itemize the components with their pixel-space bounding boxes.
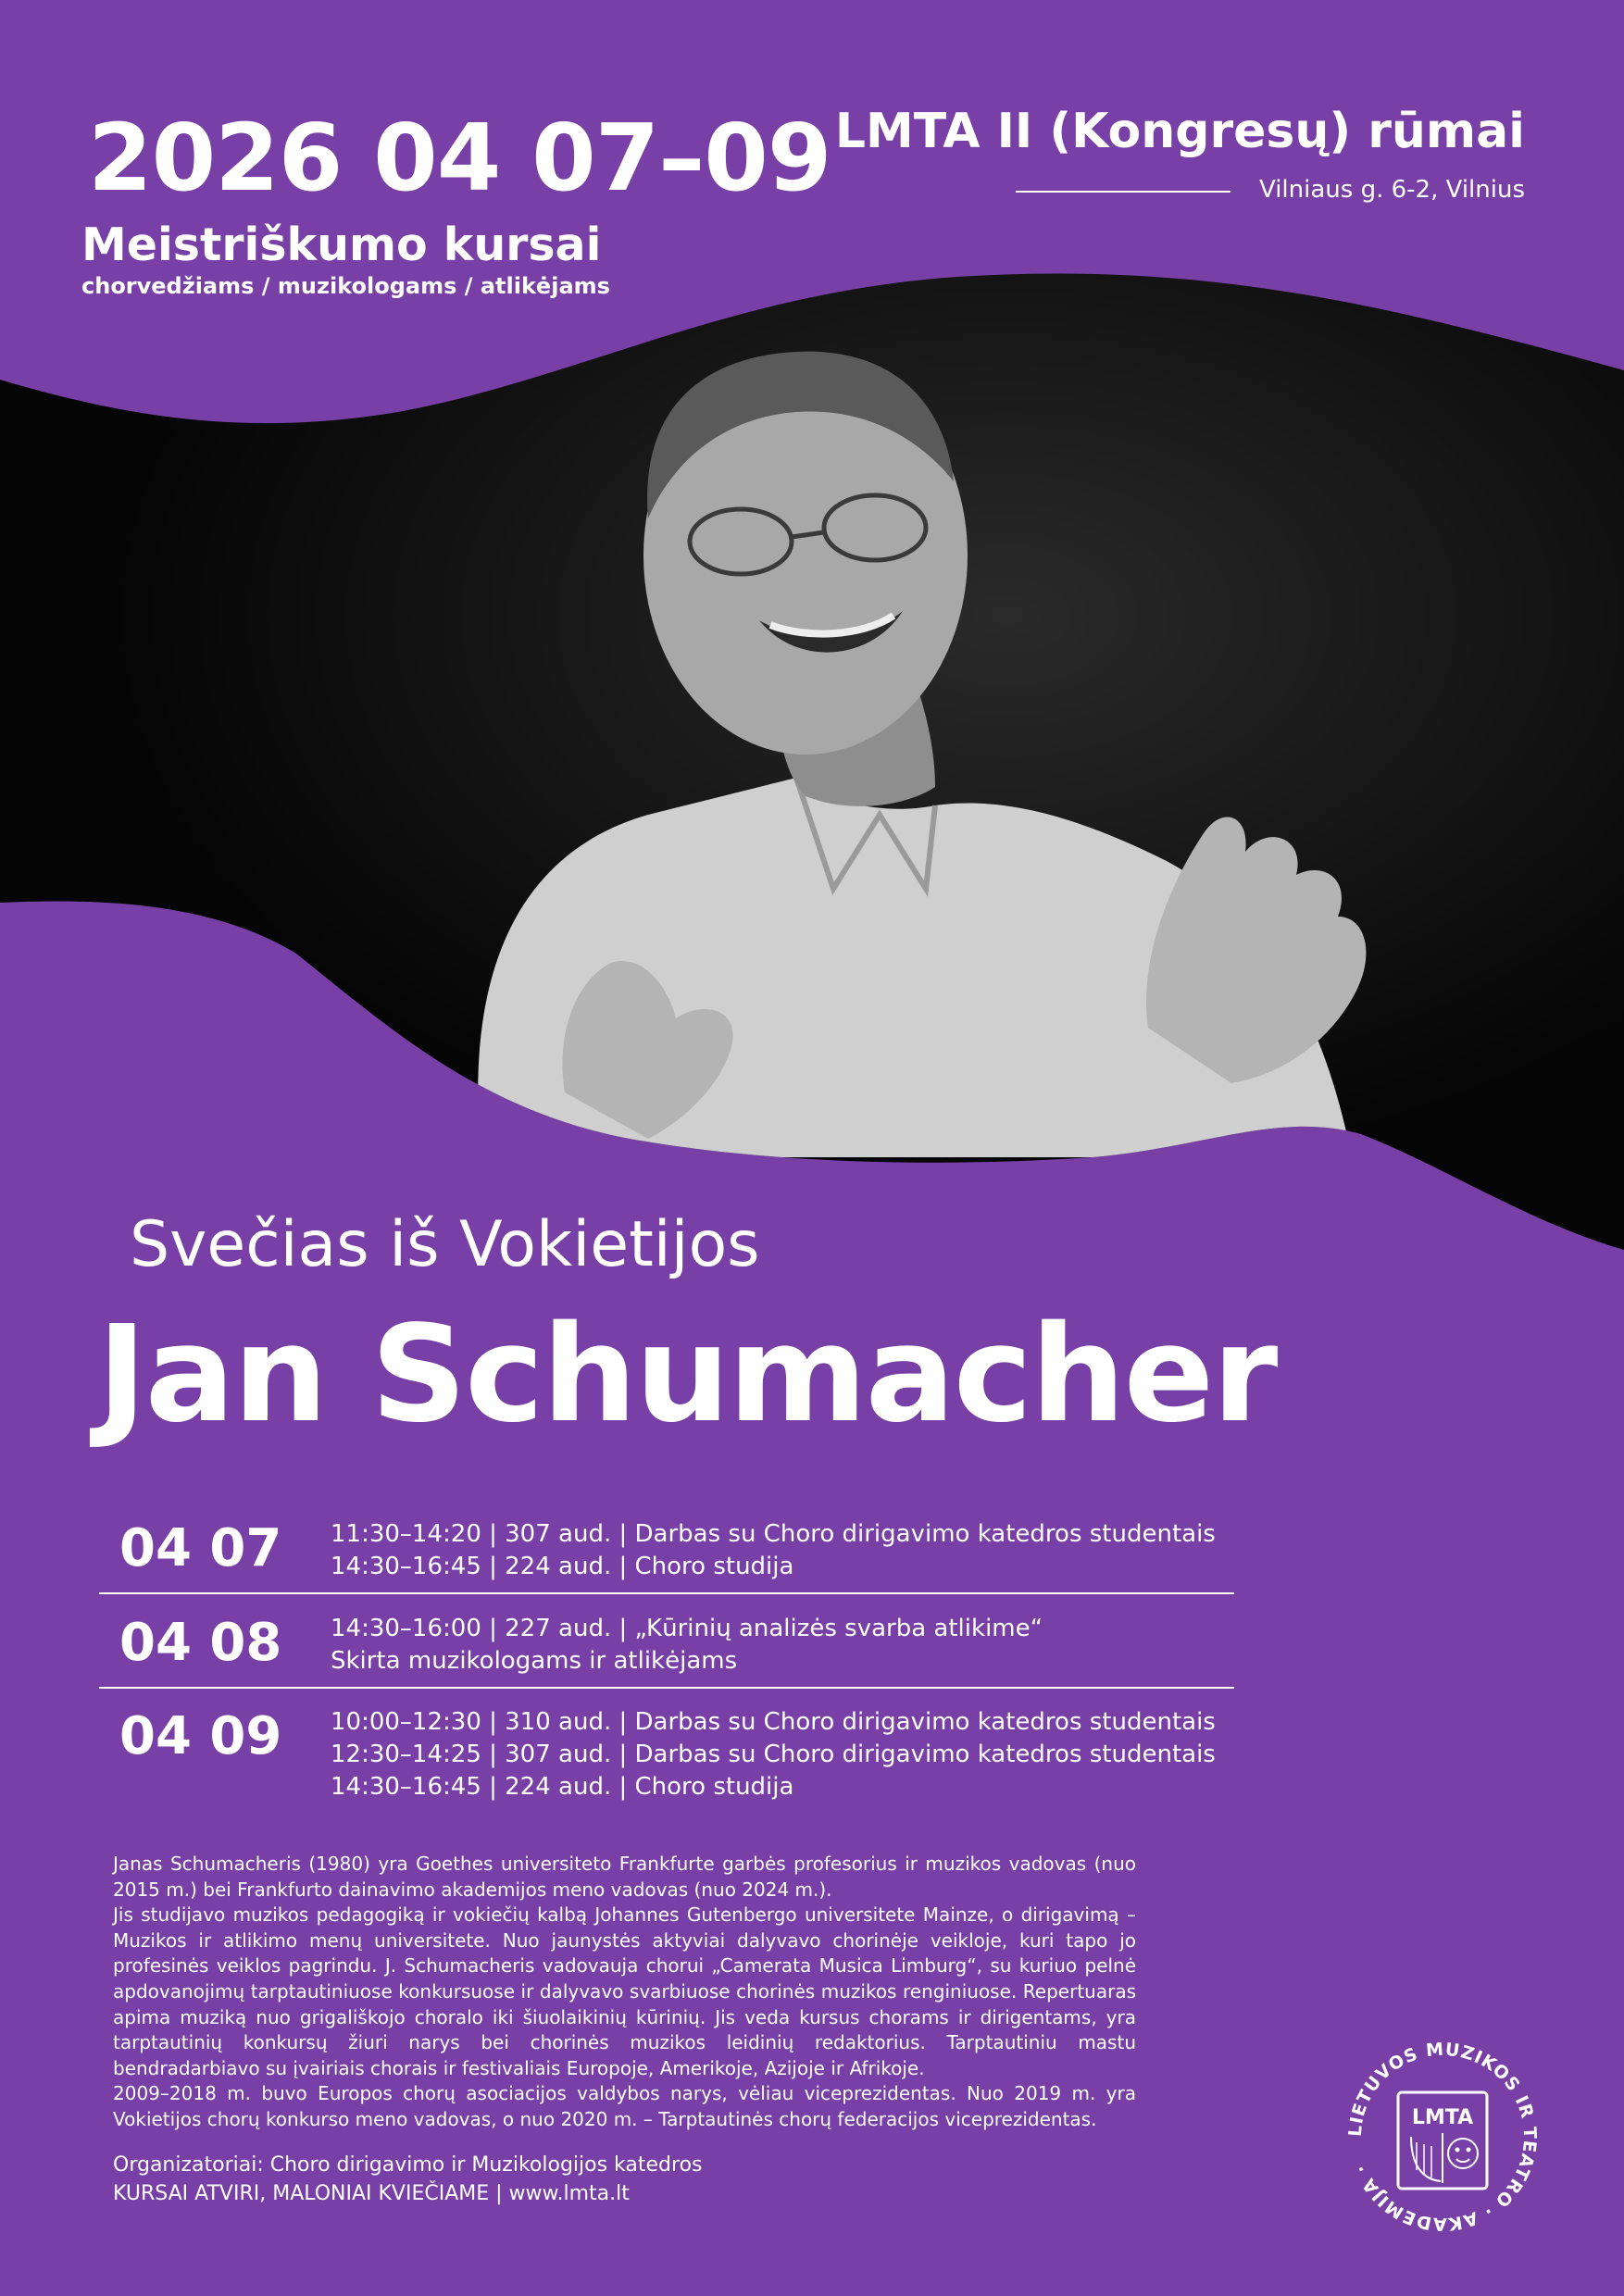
course-title: Meistriškumo kursai (81, 218, 602, 271)
schedule-session: 10:00–12:30 | 310 aud. | Darbas su Choro dirigavimo katedros studentais (331, 1708, 1216, 1736)
bio-paragraph: Jis studijavo muzikos pedagogiką ir vokiečių kalbą Johannes Gutenbergo universitete Mainze, o dirigavimą – Muzikos ir atlikimo menų universitete. Nuo jaunystės aktyviai dalyvavo chorinėje veikloje, kuri tapo jo profesinės veiklos pagrindu. J. Schumacheris vadovauja chorui „Camerata Musica Limburg“, su kuriuo pelnė apdovanojimų tarptautiniuose konkursuose ir dalyvavo svarbiuose chorinės muzikos renginiuose. Repertuaras apima muziką nuo grigališkojo choralo iki šiuolaikinių kūrinių. Jis veda kursus chorams ir dirigentams, yra tarptautinių konkursų žiuri narys bei chorinės muzikos leidinių redaktorius. Tarptautiniu mastu bendradarbiavo su įvairiais chorais ir festivaliais Europoje, Amerikoje, Azijoje ir Afrikoje. (113, 1903, 1136, 2079)
guest-label: Svečias iš Vokietijos (130, 1208, 760, 1281)
schedule-day: 04 08 (119, 1613, 282, 1673)
biography (113, 1852, 1136, 2133)
schedule-session: 12:30–14:25 | 307 aud. | Darbas su Choro dirigavimo katedros studentais (331, 1741, 1216, 1768)
schedule-session: Skirta muzikologams ir atlikėjams (331, 1647, 738, 1675)
invite-line: KURSAI ATVIRI, MALONIAI KVIEČIAME | www.lmta.lt (113, 2182, 630, 2205)
schedule-session: 14:30–16:00 | 227 aud. | „Kūrinių analizės svarba atlikime“ (331, 1615, 1043, 1642)
schedule-session: 14:30–16:45 | 224 aud. | Choro studija (331, 1773, 794, 1801)
event-date: 2026 04 07–09 (88, 104, 831, 212)
svg-text:LMTA: LMTA (1411, 2106, 1474, 2129)
schedule-session: 14:30–16:45 | 224 aud. | Choro studija (331, 1553, 794, 1580)
schedule-day: 04 09 (119, 1706, 282, 1766)
venue-name: LMTA II (Kongresų) rūmai (834, 104, 1525, 159)
audience-line: chorvedžiams / muzikologams / atlikėjams (81, 273, 610, 299)
footer (113, 2151, 703, 2208)
venue-address: Vilniaus g. 6-2, Vilnius (1258, 176, 1525, 204)
schedule-sessions (331, 1706, 1216, 1803)
svg-text:LIETUVOS MUZIKOS IR TEATRO · A: LIETUVOS MUZIKOS IR TEATRO · AKADEMIJA · (1344, 2039, 1541, 2235)
venue-divider (1016, 191, 1230, 193)
bio-paragraph: 2009–2018 m. buvo Europos chorų asociacijos valdybos narys, vėliau viceprezidentas. Nuo 2019 m. yra Vokietijos chorų konkurso meno vadovas, o nuo 2020 m. – Tarptautinės chorų federacijos viceprezidentas. (113, 2082, 1136, 2130)
schedule-day: 04 07 (119, 1518, 282, 1578)
organizers-line: Organizatoriai: Choro dirigavimo ir Muzikologijos katedros (113, 2153, 703, 2177)
bio-paragraph: Janas Schumacheris (1980) yra Goethes universiteto Frankfurte garbės profesorius ir muzikos vadovas (nuo 2015 m.) bei Frankfurto dainavimo akademijos meno vadovas (nuo 2024 m.). (113, 1853, 1136, 1901)
schedule-session: 11:30–14:20 | 307 aud. | Darbas su Choro dirigavimo katedros studentais (331, 1520, 1216, 1548)
schedule-sessions (331, 1613, 1043, 1678)
schedule-divider (99, 1687, 1234, 1689)
guest-name: Jan Schumacher (97, 1296, 1277, 1452)
schedule-sessions (331, 1518, 1216, 1583)
schedule-divider (99, 1592, 1234, 1594)
lmta-logo (1341, 2035, 1544, 2239)
